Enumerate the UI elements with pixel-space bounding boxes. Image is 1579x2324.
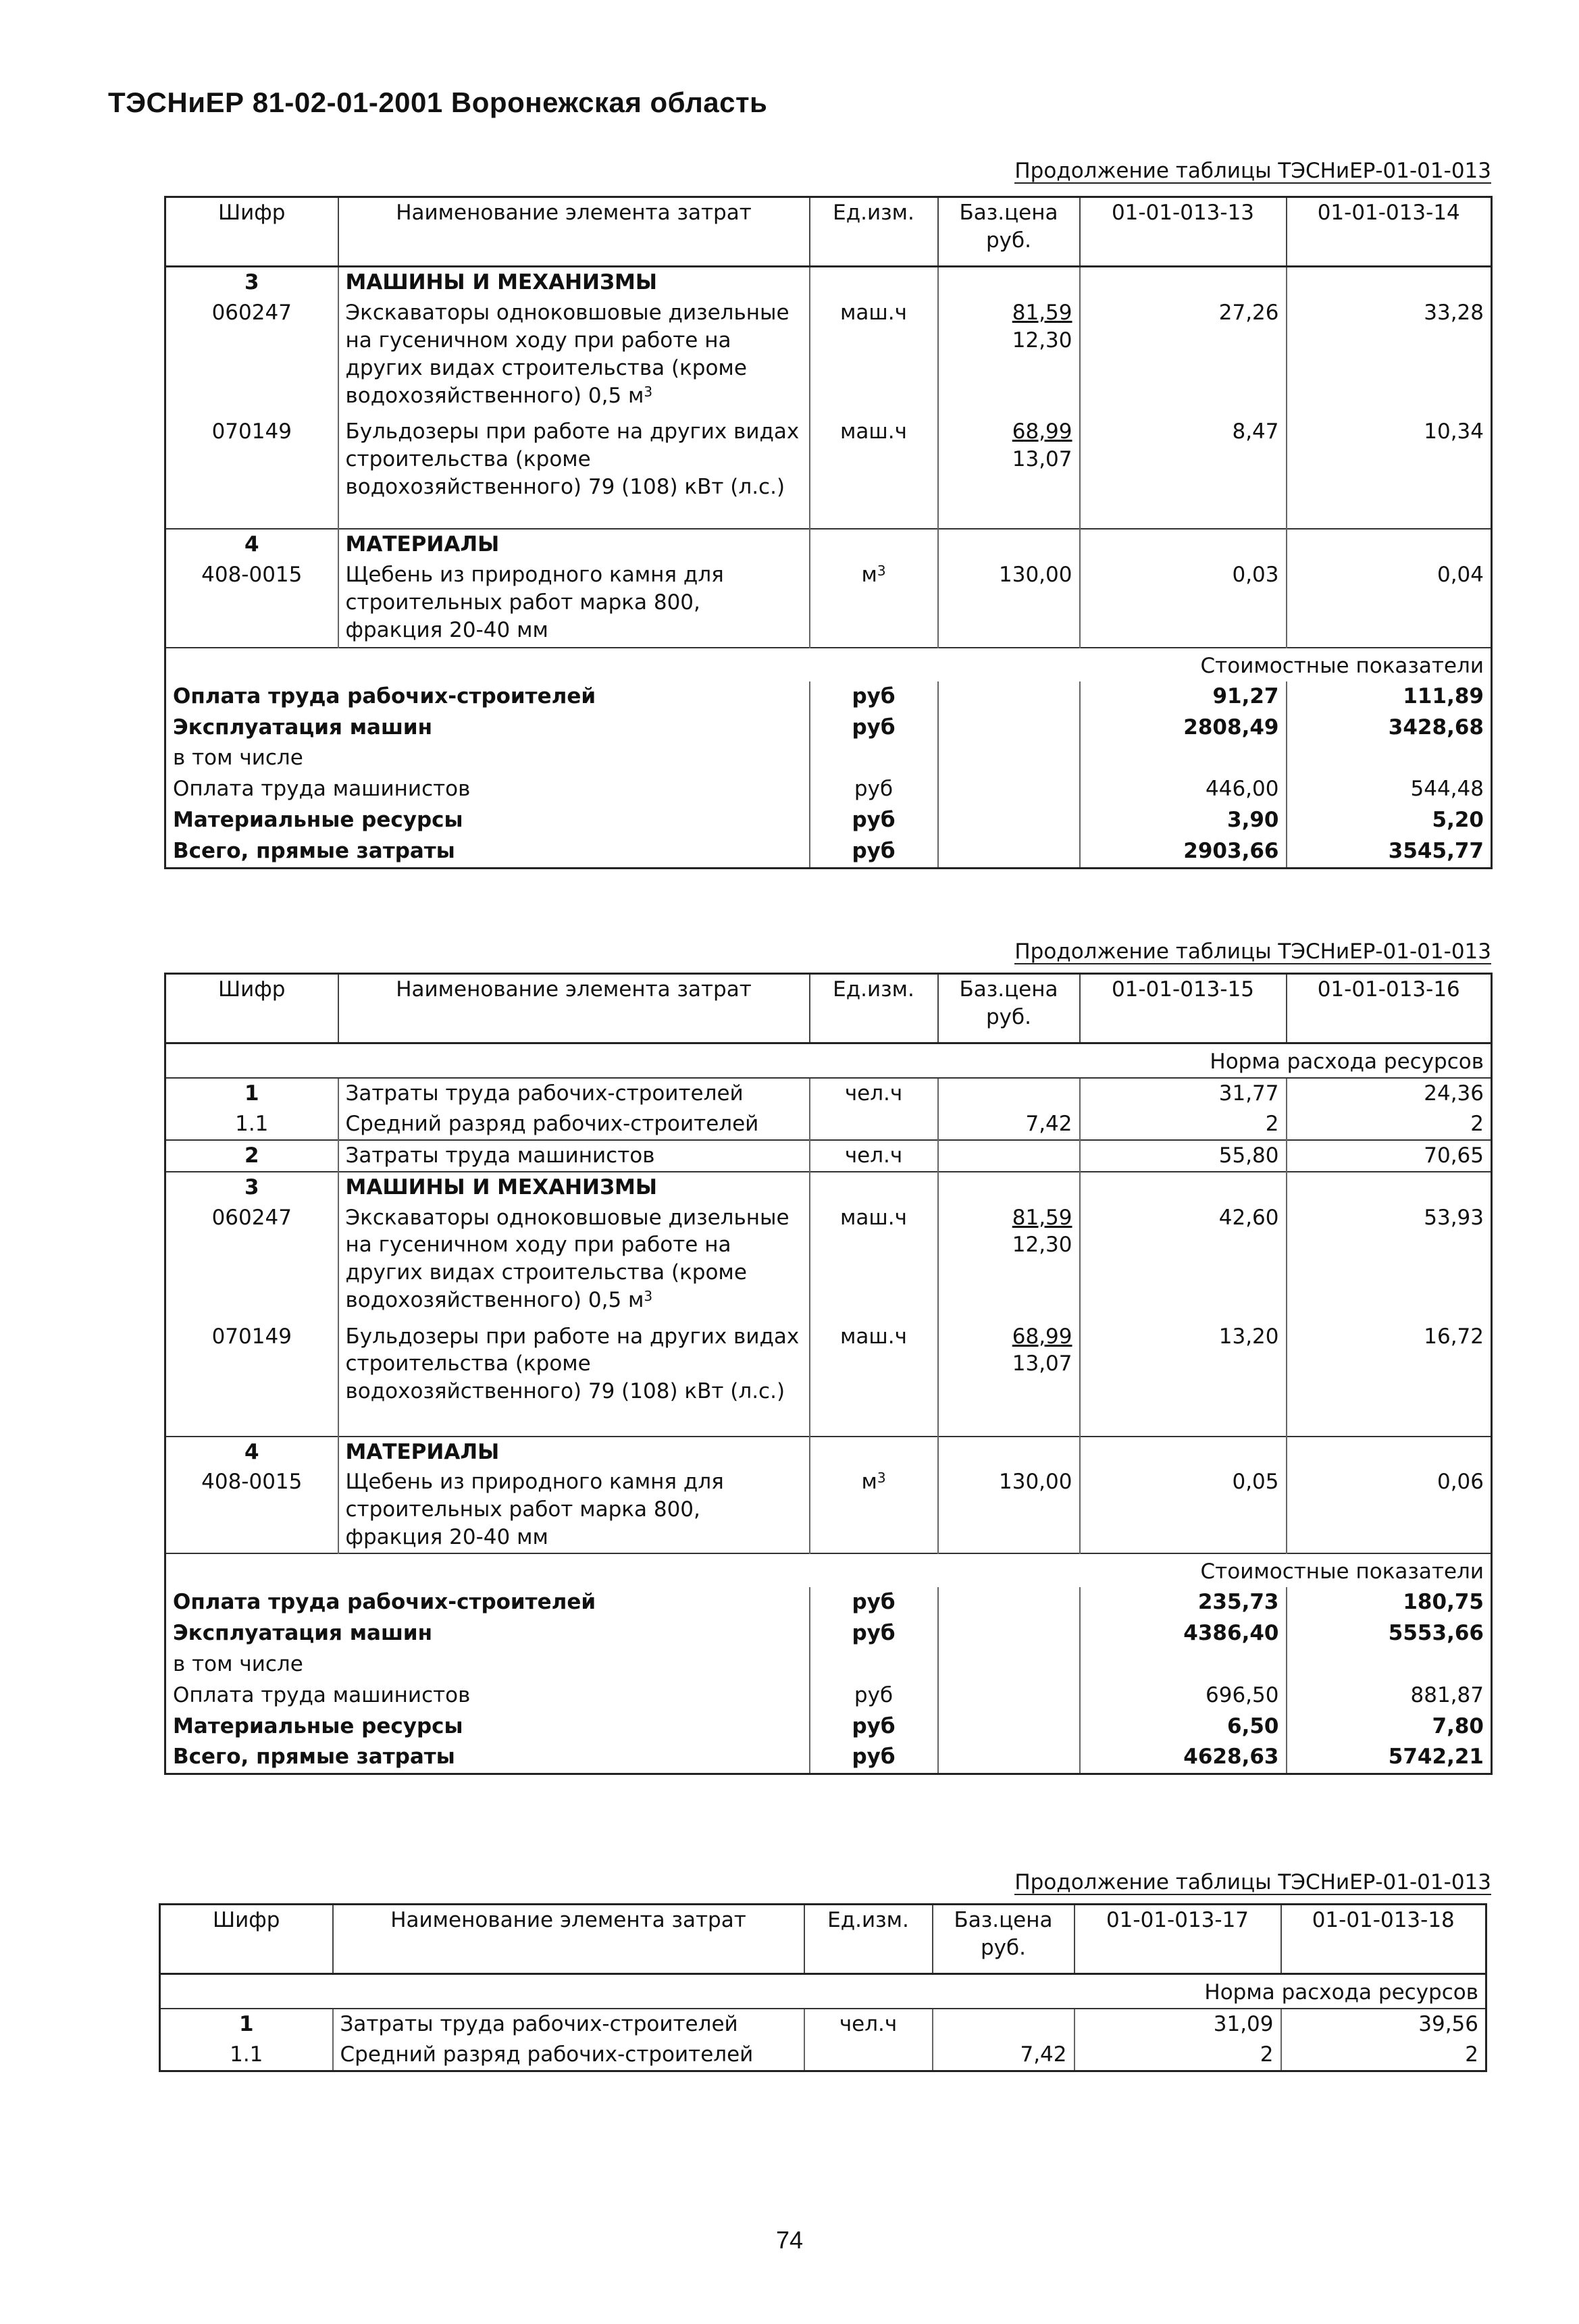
table-cell: 81,59 12,30 [938,298,1080,417]
table-cell: Эксплуатация машин [173,715,433,740]
table-cell: Бульдозеры при работе на других видах строительства (кроме водохозяйственного) 79 (108) кВт (л.с.) [338,1322,810,1437]
table-cell: 8,47 [1080,417,1287,529]
table-cell: в том числе [173,746,303,771]
table-cell: МАТЕРИАЛЫ [338,1437,810,1468]
table-cell: Средний разряд рабочих-строителей [333,2040,804,2071]
table-row [165,1078,1492,1109]
table-cell: 2 [1281,2040,1486,2071]
table-cell: маш.ч [810,298,938,417]
table-cell: руб [810,836,938,868]
table-cell [938,267,1080,298]
table-cell [938,1140,1080,1172]
table-cell: Всего, прямые затраты [173,1745,455,1770]
table-cell: руб [810,1618,938,1649]
table-row [165,1140,1492,1172]
band-row-cost [165,648,1492,681]
norms-table-1 [164,196,1493,869]
table-cell: чел.ч [810,1140,938,1172]
table-cell [933,2009,1075,2040]
total-row [165,1649,1492,1680]
table-cell: 0,04 [1287,560,1492,648]
total-row [165,1711,1492,1742]
table-cell: 1.1 [235,1111,269,1136]
table-cell: Оплата труда рабочих-строителей [173,683,596,708]
total-row [165,1742,1492,1774]
table-row [160,2009,1486,2040]
table-cell: 68,99 13,07 [938,417,1080,529]
table-cell: 4 [165,1437,338,1468]
total-row [165,805,1492,836]
table-cell: Экскаваторы одноковшовые дизельные на гусеничном ходу при работе на других видах строительства (кроме водохозяйственного) 0,5 $м^3$ [338,1203,810,1322]
table-cell: 1 [165,1078,338,1109]
total-row [165,1618,1492,1649]
table-cell: руб [810,713,938,744]
table-cell [1287,1437,1492,1468]
table-cell: 31,09 [1075,2009,1281,2040]
table-cell: 180,75 [1287,1587,1492,1618]
table-cell: Экскаваторы одноковшовые дизельные на гусеничном ходу при работе на других видах строительства (кроме водохозяйственного) 0,5 $м^3$ [338,298,810,417]
table-cell: 446,00 [1080,774,1287,805]
total-row [165,774,1492,805]
table-cell [810,743,938,774]
table-row [165,560,1492,648]
norms-table-3 [159,1903,1487,2072]
table-cell: Щебень из природного камня для строительных работ марка 800, фракция 20-40 мм [338,1467,810,1553]
table-cell: $м^3$ [810,560,938,648]
table-cell: 060247 [211,1205,292,1230]
table-cell: в том числе [173,1651,303,1676]
table-caption: Продолжение таблицы ТЭСНиЕР-01-01-013 [1014,939,1491,964]
table-cell [938,774,1080,805]
table-cell: 0,05 [1080,1467,1287,1553]
table-cell [810,1437,938,1468]
section-row-machines [165,267,1492,298]
table-cell: 235,73 [1080,1587,1287,1618]
table-cell: 696,50 [1080,1680,1287,1711]
table-cell: 13,20 [1080,1322,1287,1437]
table-row [165,417,1492,529]
table-cell: 070149 [211,1324,292,1349]
table-cell: 2903,66 [1080,836,1287,868]
table-row [165,298,1492,417]
total-row [165,743,1492,774]
table-cell: Затраты труда рабочих-строителей [333,2009,804,2040]
table-cell: 2808,49 [1080,713,1287,744]
table-cell [938,836,1080,868]
table-cell: руб [810,805,938,836]
total-row [165,836,1492,868]
band-row-rates [165,1043,1492,1078]
table-cell: 70,65 [1287,1140,1492,1172]
page-number: 74 [775,2226,804,2254]
table-caption: Продолжение таблицы ТЭСНиЕР-01-01-013 [1014,159,1491,183]
table-cell: 060247 [211,300,292,325]
table-cell [1287,1172,1492,1203]
table-cell: 5,20 [1287,805,1492,836]
table-cell: руб [810,1587,938,1618]
col-unit-header: Ед.изм. [810,197,938,267]
table-cell [938,1078,1080,1109]
section-row-machines [165,1172,1492,1203]
table-row [165,1322,1492,1437]
table-cell: маш.ч [810,1322,938,1437]
table-cell: 16,72 [1287,1322,1492,1437]
table-cell: 070149 [211,419,292,444]
table-cell: 4628,63 [1080,1742,1287,1774]
col-b-header: 01-01-013-16 [1287,974,1492,1043]
table-cell: 2 [165,1140,338,1172]
table-cell: 53,93 [1287,1203,1492,1322]
table-cell: МАШИНЫ И МЕХАНИЗМЫ [338,267,810,298]
col-unit-header: Ед.изм. [810,974,938,1043]
table-cell: 1 [160,2009,333,2040]
table-cell [938,1711,1080,1742]
table-cell [938,1437,1080,1468]
table-cell [1080,743,1287,774]
table-cell [1080,1437,1287,1468]
col-price-header: Баз.цена руб. [938,974,1080,1043]
table-cell: Норма расхода ресурсов [160,1974,1486,2009]
table-cell: 1.1 [230,2042,263,2067]
table-cell: руб [810,681,938,713]
table-header-row [160,1905,1486,1974]
table-cell [938,1742,1080,1774]
table-cell: $м^3$ [810,1467,938,1553]
table-cell: Средний разряд рабочих-строителей [338,1109,810,1140]
col-price-header: Баз.цена руб. [933,1905,1075,1974]
table-cell: маш.ч [810,1203,938,1322]
col-a-header: 01-01-013-13 [1080,197,1287,267]
table-cell: 0,06 [1287,1467,1492,1553]
section-row-materials [165,529,1492,560]
total-row [165,1680,1492,1711]
table-cell [810,1649,938,1680]
table-cell [938,681,1080,713]
table-row [165,1203,1492,1322]
table-cell: 3,90 [1080,805,1287,836]
table-cell: руб [810,774,938,805]
table-cell: Материальные ресурсы [173,808,463,833]
table-cell: чел.ч [810,1078,938,1109]
table-cell: 39,56 [1281,2009,1486,2040]
table-cell [938,529,1080,560]
table-cell: 111,89 [1287,681,1492,713]
table-cell: 4386,40 [1080,1618,1287,1649]
col-name-header: Наименование элемента затрат [338,197,810,267]
table-cell: 24,36 [1287,1078,1492,1109]
table-cell [810,1172,938,1203]
table-cell: 408-0015 [201,562,303,587]
table-cell: 408-0015 [201,1470,303,1495]
table-cell: 5742,21 [1287,1742,1492,1774]
col-unit-header: Ед.изм. [804,1905,933,1974]
table-cell: 130,00 [938,560,1080,648]
table-cell [810,267,938,298]
table-cell [1287,1649,1492,1680]
table-cell: 7,42 [933,2040,1075,2071]
table-cell [938,1649,1080,1680]
table-cell: 42,60 [1080,1203,1287,1322]
table-cell: 881,87 [1287,1680,1492,1711]
col-code-header: Шифр [165,974,338,1043]
table-cell: 3428,68 [1287,713,1492,744]
table-cell: 10,34 [1287,417,1492,529]
col-b-header: 01-01-013-14 [1287,197,1492,267]
table-cell [938,805,1080,836]
table-cell: Норма расхода ресурсов [165,1043,1492,1078]
table-row [160,2040,1486,2071]
table-cell [938,743,1080,774]
section-row-materials [165,1437,1492,1468]
table-cell: 55,80 [1080,1140,1287,1172]
norms-table-2 [164,973,1493,1775]
table-header-row [165,974,1492,1043]
table-cell [1287,267,1492,298]
table-cell: 3 [165,267,338,298]
table-cell [1287,529,1492,560]
table-cell [1080,1649,1287,1680]
table-cell: 27,26 [1080,298,1287,417]
table-cell [938,1172,1080,1203]
table-cell: 2 [1080,1109,1287,1140]
table-cell: Эксплуатация машин [173,1620,433,1645]
table-cell: 0,03 [1080,560,1287,648]
col-code-header: Шифр [165,197,338,267]
total-row [165,713,1492,744]
table-cell [1080,1172,1287,1203]
table-row [165,1109,1492,1140]
table-cell [938,1680,1080,1711]
col-name-header: Наименование элемента затрат [338,974,810,1043]
table-cell: МАШИНЫ И МЕХАНИЗМЫ [338,1172,810,1203]
table-cell: 81,59 12,30 [938,1203,1080,1322]
table-cell [938,1587,1080,1618]
table-cell: МАТЕРИАЛЫ [338,529,810,560]
table-cell: 544,48 [1287,774,1492,805]
table-cell: Оплата труда машинистов [173,777,471,802]
table-cell: 7,42 [938,1109,1080,1140]
table-cell: 5553,66 [1287,1618,1492,1649]
table-cell: 7,80 [1287,1711,1492,1742]
table-cell: Щебень из природного камня для строительных работ марка 800, фракция 20-40 мм [338,560,810,648]
table-cell: маш.ч [810,417,938,529]
table-cell: Бульдозеры при работе на других видах строительства (кроме водохозяйственного) 79 (108) кВт (л.с.) [338,417,810,529]
total-row [165,681,1492,713]
table-cell [1080,529,1287,560]
table-cell [804,2040,933,2071]
table-cell: 3545,77 [1287,836,1492,868]
table-cell: Всего, прямые затраты [173,839,455,864]
table-cell: Оплата труда машинистов [173,1682,471,1707]
table-cell: Стоимостные показатели [165,1553,1492,1587]
document-title: ТЭСНиЕР 81-02-01-2001 Воронежская область [108,86,768,118]
table-cell: 6,50 [1080,1711,1287,1742]
band-row-cost [165,1553,1492,1587]
table-cell [810,1109,938,1140]
total-row [165,1587,1492,1618]
table-cell: 33,28 [1287,298,1492,417]
table-cell: Затраты труда машинистов [338,1140,810,1172]
table-cell [938,1618,1080,1649]
table-cell: Материальные ресурсы [173,1713,463,1738]
col-name-header: Наименование элемента затрат [333,1905,804,1974]
table-cell: руб [810,1742,938,1774]
table-cell: 68,99 13,07 [938,1322,1080,1437]
table-caption: Продолжение таблицы ТЭСНиЕР-01-01-013 [1014,1870,1491,1894]
table-cell: 3 [165,1172,338,1203]
table-cell [810,529,938,560]
table-cell: Оплата труда рабочих-строителей [173,1590,596,1615]
table-cell: Стоимостные показатели [165,648,1492,681]
table-cell: 2 [1075,2040,1281,2071]
table-cell: 91,27 [1080,681,1287,713]
table-cell [1080,267,1287,298]
col-a-header: 01-01-013-17 [1075,1905,1281,1974]
table-cell: 31,77 [1080,1078,1287,1109]
table-cell [938,713,1080,744]
col-a-header: 01-01-013-15 [1080,974,1287,1043]
band-row-rates [160,1974,1486,2009]
table-cell: 4 [165,529,338,560]
table-cell: руб [810,1680,938,1711]
table-cell: 2 [1287,1109,1492,1140]
table-cell: 130,00 [938,1467,1080,1553]
col-price-header: Баз.цена руб. [938,197,1080,267]
table-cell: чел.ч [804,2009,933,2040]
table-cell: руб [810,1711,938,1742]
table-row [165,1467,1492,1553]
table-header-row [165,197,1492,267]
table-cell: Затраты труда рабочих-строителей [338,1078,810,1109]
table-cell [1287,743,1492,774]
col-code-header: Шифр [160,1905,333,1974]
col-b-header: 01-01-013-18 [1281,1905,1486,1974]
